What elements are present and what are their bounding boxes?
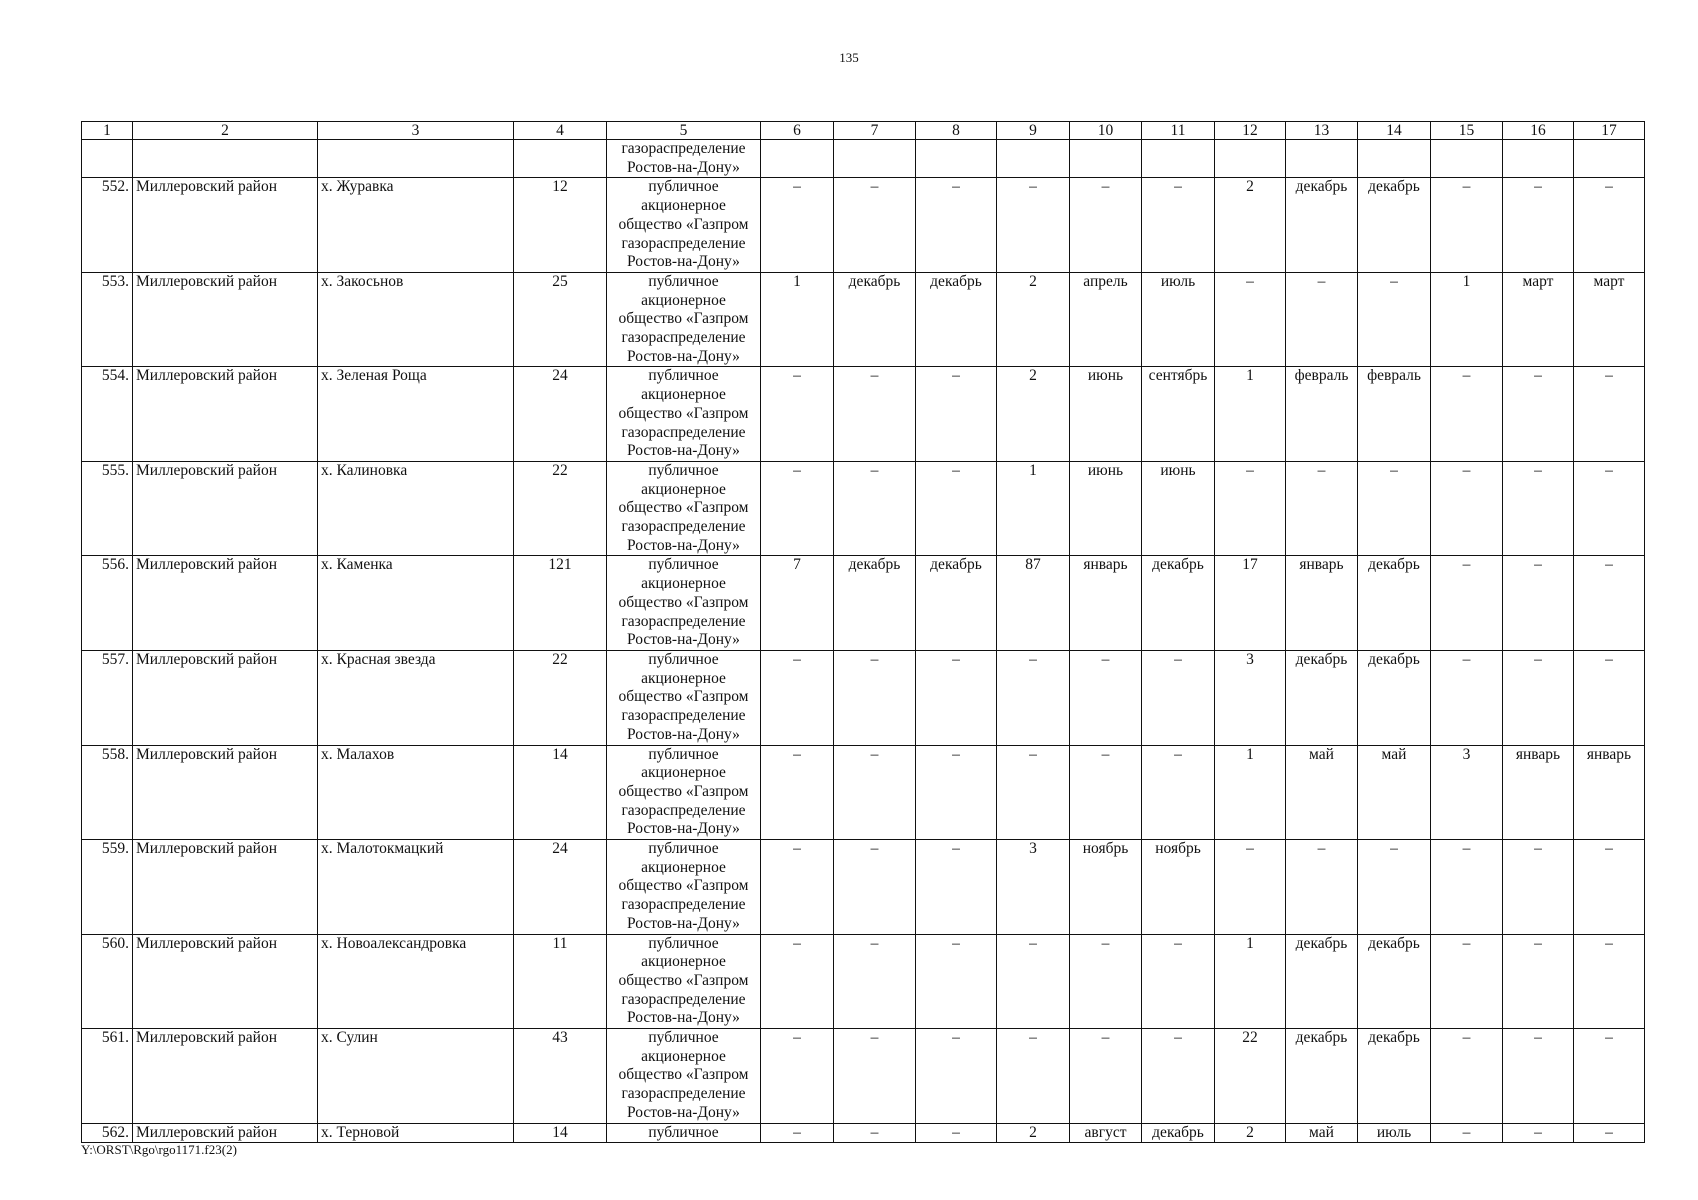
value-cell: – [761,367,834,462]
value-cell: – [997,745,1070,840]
org-name-cell [607,178,761,273]
value-cell: – [761,1029,834,1124]
value-cell: – [1070,650,1142,745]
value-cell: декабрь [1358,934,1431,1029]
value-cell: – [1431,650,1503,745]
org-line: газораспределение [621,896,746,914]
value-cell: – [834,1029,916,1124]
empty-cell [318,140,514,178]
value-cell: – [1358,840,1431,935]
value-cell: июнь [1070,461,1142,556]
org-line: акционерное [641,764,726,782]
district-cell: Миллеровский район [133,556,318,651]
org-line: Ростов-на-Дону» [627,347,740,365]
table-row [82,272,1645,367]
district-cell: Миллеровский район [133,840,318,935]
column-number-cell: 4 [514,122,607,140]
table-row [82,461,1645,556]
value-cell: 2 [1215,178,1286,273]
column-number-cell: 9 [997,122,1070,140]
district-cell: Миллеровский район [133,745,318,840]
value-cell: декабрь [834,272,916,367]
org-line: акционерное [641,480,726,498]
org-line: публичное [648,556,719,574]
value-cell: – [834,934,916,1029]
value-cell: – [916,1029,997,1124]
org-line: газораспределение [621,518,746,536]
value-cell: май [1286,1123,1358,1143]
column-number-cell: 14 [1358,122,1431,140]
table-row [82,1029,1645,1124]
value-cell: – [1574,1029,1645,1124]
value-cell: – [916,178,997,273]
count-cell: 43 [514,1029,607,1124]
value-cell: – [1574,934,1645,1029]
value-cell: – [1215,840,1286,935]
value-cell: декабрь [1286,650,1358,745]
column-number-cell: 6 [761,122,834,140]
value-cell: 1 [1215,367,1286,462]
value-cell: декабрь [1358,178,1431,273]
value-cell: – [1142,650,1215,745]
continuation-row [82,140,1645,178]
value-cell: – [997,178,1070,273]
gasification-schedule-table [81,121,1645,1143]
value-cell: декабрь [1286,934,1358,1029]
value-cell: август [1070,1123,1142,1143]
value-cell: – [997,934,1070,1029]
count-cell: 14 [514,1123,607,1143]
org-name-cell [607,934,761,1029]
value-cell: – [761,178,834,273]
column-number-cell: 15 [1431,122,1503,140]
org-line: акционерное [641,669,726,687]
org-line: общество «Газпром [618,877,749,895]
district-cell: Миллеровский район [133,1029,318,1124]
district-cell: Миллеровский район [133,178,318,273]
column-number-cell: 10 [1070,122,1142,140]
org-name-cell [607,461,761,556]
org-line: Ростов-на-Дону» [627,158,740,176]
empty-cell [1286,140,1358,178]
org-line: публичное [648,461,719,479]
org-line: публичное [648,745,719,763]
org-name-cell [607,1029,761,1124]
org-line: общество «Газпром [618,404,749,422]
org-line: общество «Газпром [618,593,749,611]
empty-cell [1142,140,1215,178]
value-cell: – [761,461,834,556]
row-number-cell: 552. [82,178,133,273]
org-line: газораспределение [621,234,746,252]
table-row [82,178,1645,273]
value-cell: – [1574,178,1645,273]
value-cell: – [916,650,997,745]
value-cell: – [1358,272,1431,367]
org-line: публичное [648,272,719,290]
value-cell: – [1503,1029,1574,1124]
settlement-cell: х. Зеленая Роща [318,367,514,462]
empty-cell [82,140,133,178]
value-cell: – [1431,178,1503,273]
empty-cell [997,140,1070,178]
settlement-cell: х. Журавка [318,178,514,273]
org-line: общество «Газпром [618,782,749,800]
org-line: газораспределение [621,140,746,157]
org-line: акционерное [641,858,726,876]
org-line: акционерное [641,953,726,971]
row-number-cell: 562. [82,1123,133,1143]
value-cell: июнь [1142,461,1215,556]
value-cell: – [1503,461,1574,556]
empty-cell [916,140,997,178]
value-cell: декабрь [1286,178,1358,273]
org-name-cell [607,650,761,745]
table-row [82,650,1645,745]
org-line: газораспределение [621,801,746,819]
empty-cell [1215,140,1286,178]
value-cell: январь [1574,745,1645,840]
value-cell: – [1431,1029,1503,1124]
org-line: акционерное [641,575,726,593]
settlement-cell: х. Терновой [318,1123,514,1143]
row-number-cell: 555. [82,461,133,556]
value-cell: – [1574,1123,1645,1143]
value-cell: – [1215,272,1286,367]
column-number-cell: 16 [1503,122,1574,140]
org-line: Ростов-на-Дону» [627,820,740,838]
value-cell: декабрь [1142,556,1215,651]
table-row [82,1123,1645,1143]
value-cell: – [761,650,834,745]
org-line: газораспределение [621,423,746,441]
value-cell: – [1574,556,1645,651]
value-cell: май [1358,745,1431,840]
column-number-cell: 1 [82,122,133,140]
count-cell: 24 [514,367,607,462]
org-line: общество «Газпром [618,688,749,706]
org-name-cell [607,367,761,462]
value-cell: июль [1142,272,1215,367]
column-number-cell: 13 [1286,122,1358,140]
org-line: газораспределение [621,707,746,725]
value-cell: апрель [1070,272,1142,367]
count-cell: 12 [514,178,607,273]
value-cell: 2 [997,367,1070,462]
value-cell: ноябрь [1070,840,1142,935]
org-line: Ростов-на-Дону» [627,253,740,271]
value-cell: – [997,1029,1070,1124]
row-number-cell: 558. [82,745,133,840]
org-line: Ростов-на-Дону» [627,914,740,932]
value-cell: декабрь [834,556,916,651]
value-cell: 3 [1215,650,1286,745]
org-line: общество «Газпром [618,215,749,233]
value-cell: – [1503,556,1574,651]
org-line: акционерное [641,197,726,215]
value-cell: 2 [1215,1123,1286,1143]
value-cell: 1 [761,272,834,367]
org-line: общество «Газпром [618,1066,749,1084]
value-cell: декабрь [916,556,997,651]
value-cell: 1 [1431,272,1503,367]
settlement-cell: х. Каменка [318,556,514,651]
org-line: Ростов-на-Дону» [627,725,740,743]
value-cell: 1 [1215,934,1286,1029]
count-cell: 25 [514,272,607,367]
org-name-cell [607,272,761,367]
value-cell: – [1070,745,1142,840]
value-cell: – [1574,367,1645,462]
settlement-cell: х. Закосьнов [318,272,514,367]
value-cell: – [1574,650,1645,745]
org-line: акционерное [641,291,726,309]
org-line: Ростов-на-Дону» [627,536,740,554]
value-cell: 22 [1215,1029,1286,1124]
settlement-cell: х. Новоалександровка [318,934,514,1029]
file-path-footer: Y:\ORST\Rgo\rgo1171.f23(2) [81,1142,237,1157]
value-cell: сентябрь [1142,367,1215,462]
value-cell: – [1431,1123,1503,1143]
count-cell: 24 [514,840,607,935]
value-cell: июль [1358,1123,1431,1143]
org-name-cell [607,840,761,935]
value-cell: – [1070,934,1142,1029]
value-cell: март [1503,272,1574,367]
org-line: публичное [648,840,719,858]
count-cell: 22 [514,461,607,556]
row-number-cell: 561. [82,1029,133,1124]
org-line: публичное [648,650,719,668]
value-cell: – [1431,934,1503,1029]
value-cell: – [1142,934,1215,1029]
org-name-cell [607,140,761,178]
district-cell: Миллеровский район [133,461,318,556]
district-cell: Миллеровский район [133,650,318,745]
value-cell: 2 [997,1123,1070,1143]
column-number-cell: 2 [133,122,318,140]
column-number-row [82,122,1645,140]
value-cell: – [1503,1123,1574,1143]
table-row [82,556,1645,651]
value-cell: 2 [997,272,1070,367]
value-cell: – [1142,178,1215,273]
value-cell: – [916,840,997,935]
empty-cell [1503,140,1574,178]
org-line: публичное [648,178,719,196]
page-number: 135 [839,50,859,65]
empty-cell [1358,140,1431,178]
org-line: Ростов-на-Дону» [627,631,740,649]
value-cell: – [834,745,916,840]
value-cell: июнь [1070,367,1142,462]
value-cell: декабрь [1286,1029,1358,1124]
table-row [82,934,1645,1029]
row-number-cell: 556. [82,556,133,651]
count-cell: 121 [514,556,607,651]
value-cell: – [1431,461,1503,556]
table-row [82,840,1645,935]
value-cell: январь [1070,556,1142,651]
district-cell: Миллеровский район [133,272,318,367]
column-number-cell: 7 [834,122,916,140]
value-cell: февраль [1358,367,1431,462]
value-cell: – [1503,934,1574,1029]
org-line: публичное [648,1029,719,1047]
org-line: газораспределение [621,990,746,1008]
value-cell: 7 [761,556,834,651]
row-number-cell: 557. [82,650,133,745]
value-cell: 3 [1431,745,1503,840]
table-row [82,745,1645,840]
value-cell: декабрь [1358,1029,1431,1124]
value-cell: – [916,934,997,1029]
value-cell: – [1431,367,1503,462]
value-cell: февраль [1286,367,1358,462]
column-number-cell: 8 [916,122,997,140]
value-cell: – [1215,461,1286,556]
empty-cell [834,140,916,178]
org-line: газораспределение [621,1085,746,1103]
value-cell: – [1503,840,1574,935]
value-cell: – [761,840,834,935]
org-name-cell [607,1123,761,1143]
column-number-cell: 11 [1142,122,1215,140]
value-cell: – [1431,840,1503,935]
org-line: общество «Газпром [618,971,749,989]
value-cell: – [1503,178,1574,273]
value-cell: 87 [997,556,1070,651]
org-line: Ростов-на-Дону» [627,442,740,460]
value-cell: – [997,650,1070,745]
count-cell: 11 [514,934,607,1029]
column-number-cell: 17 [1574,122,1645,140]
value-cell: – [1070,1029,1142,1124]
value-cell: март [1574,272,1645,367]
value-cell: декабрь [1142,1123,1215,1143]
org-line: Ростов-на-Дону» [627,1103,740,1121]
value-cell: 17 [1215,556,1286,651]
row-number-cell: 560. [82,934,133,1029]
value-cell: – [834,178,916,273]
district-cell: Миллеровский район [133,367,318,462]
settlement-cell: х. Сулин [318,1029,514,1124]
value-cell: – [761,1123,834,1143]
value-cell: 1 [997,461,1070,556]
empty-cell [514,140,607,178]
value-cell: – [1070,178,1142,273]
empty-cell [1431,140,1503,178]
org-line: публичное [648,1123,719,1141]
org-line: акционерное [641,386,726,404]
org-line: газораспределение [621,329,746,347]
value-cell: январь [1503,745,1574,840]
org-line: газораспределение [621,612,746,630]
org-line: общество «Газпром [618,310,749,328]
value-cell: – [1431,556,1503,651]
value-cell: – [1142,745,1215,840]
value-cell: – [834,461,916,556]
value-cell: – [834,840,916,935]
district-cell: Миллеровский район [133,934,318,1029]
table-row [82,367,1645,462]
value-cell: – [916,367,997,462]
value-cell: 1 [1215,745,1286,840]
value-cell: май [1286,745,1358,840]
value-cell: – [761,934,834,1029]
value-cell: – [1503,650,1574,745]
row-number-cell: 559. [82,840,133,935]
value-cell: – [916,745,997,840]
value-cell: – [1286,272,1358,367]
district-cell: Миллеровский район [133,1123,318,1143]
value-cell: – [1286,840,1358,935]
value-cell: – [1286,461,1358,556]
value-cell: – [1503,367,1574,462]
settlement-cell: х. Малахов [318,745,514,840]
empty-cell [133,140,318,178]
value-cell: – [916,1123,997,1143]
settlement-cell: х. Калиновка [318,461,514,556]
value-cell: – [1574,840,1645,935]
value-cell: ноябрь [1142,840,1215,935]
value-cell: 3 [997,840,1070,935]
value-cell: – [1358,461,1431,556]
org-line: публичное [648,367,719,385]
column-number-cell: 5 [607,122,761,140]
value-cell: – [761,745,834,840]
org-name-cell [607,745,761,840]
count-cell: 22 [514,650,607,745]
column-number-cell: 12 [1215,122,1286,140]
empty-cell [1070,140,1142,178]
value-cell: – [916,461,997,556]
settlement-cell: х. Малотокмацкий [318,840,514,935]
empty-cell [1574,140,1645,178]
value-cell: – [1574,461,1645,556]
column-number-cell: 3 [318,122,514,140]
value-cell: – [834,1123,916,1143]
row-number-cell: 553. [82,272,133,367]
value-cell: декабрь [1358,556,1431,651]
org-line: общество «Газпром [618,499,749,517]
org-line: публичное [648,934,719,952]
settlement-cell: х. Красная звезда [318,650,514,745]
org-line: акционерное [641,1047,726,1065]
org-line: Ростов-на-Дону» [627,1009,740,1027]
value-cell: – [1142,1029,1215,1124]
value-cell: декабрь [916,272,997,367]
count-cell: 14 [514,745,607,840]
empty-cell [761,140,834,178]
value-cell: – [834,650,916,745]
row-number-cell: 554. [82,367,133,462]
value-cell: декабрь [1358,650,1431,745]
value-cell: январь [1286,556,1358,651]
org-name-cell [607,556,761,651]
value-cell: – [834,367,916,462]
